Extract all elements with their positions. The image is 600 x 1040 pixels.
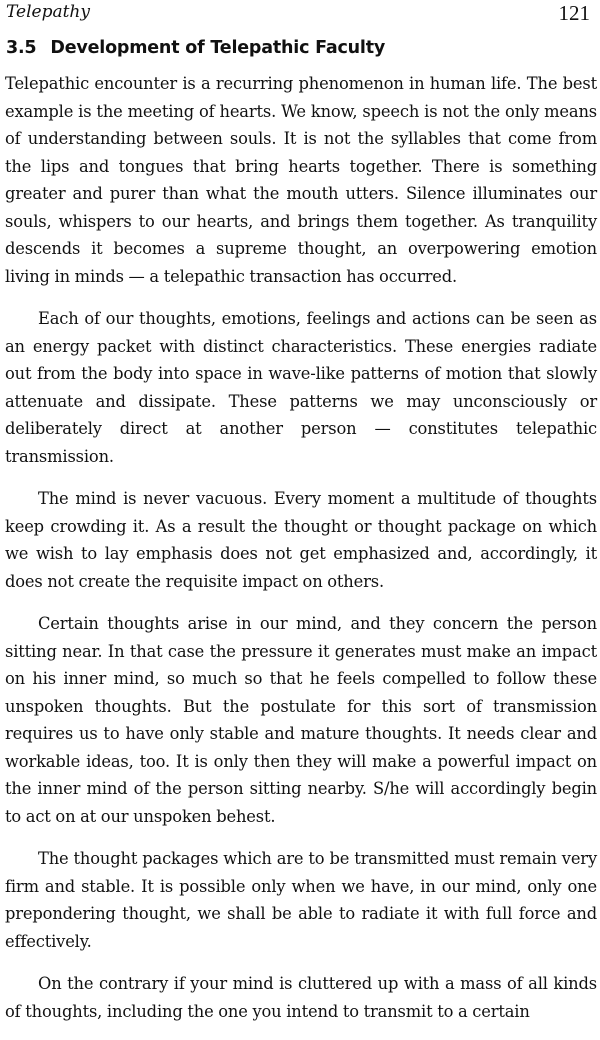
paragraph: The mind is never vacuous. Every moment a multitude of thoughts keep crowding it. As a result the thought or thought package on which we wish to lay emphasis does not get emphasized and, accordingly, it does not create the requisite impact on others. [5, 489, 597, 591]
paragraph: Each of our thoughts, emotions, feelings and actions can be seen as an energy packet with distinct characteristics. These energies radiate out from the body into space in wave-like patterns of motion that slowly attenuate and dissipate. These patterns we may unconsciously or deliberately direct at another person — constitutes telepathic transmission. [5, 309, 597, 466]
section-heading [6, 38, 385, 58]
running-head [6, 2, 594, 26]
paragraph: Certain thoughts arise in our mind, and they concern the person sitting near. In that case the pressure it generates must make an impact on his inner mind, so much so that he feels compelled to follow these unspoken thoughts. But the postulate for this sort of transmission requires us to have only stable and mature thoughts. It needs clear and workable ideas, too. It is only then they will make a powerful impact on the inner mind of the person sitting nearby. S/he will accordingly begin to act on at our unspoken behest. [5, 614, 597, 826]
paragraph: On the contrary if your mind is cluttered up with a mass of all kinds of thoughts, including the one you intend to transmit to a certain [5, 974, 597, 1021]
paragraph: The thought packages which are to be transmitted must remain very firm and stable. It is possible only when we have, in our mind, only one prepondering thought, we shall be able to radiate it with full force and effectively. [5, 849, 597, 951]
paragraph: Telepathic encounter is a recurring phenomenon in human life. The best example is the meeting of hearts. We know, speech is not the only means of understanding between souls. It is not the syllables that come from the lips and tongues that bring hearts together. There is something greater and purer than what the mouth utters. Silence illuminates our souls, whispers to our hearts, and brings them together. As tranquility descends it becomes a supreme thought, an overpowering emotion living in minds — a telepathic transaction has occurred. [5, 74, 597, 286]
running-title: Telepathy [6, 2, 90, 22]
section-title: Development of Telepathic Faculty [50, 38, 386, 58]
body-text [5, 70, 597, 1040]
page-number: 121 [558, 1, 590, 25]
section-number: 3.5 [6, 38, 37, 58]
